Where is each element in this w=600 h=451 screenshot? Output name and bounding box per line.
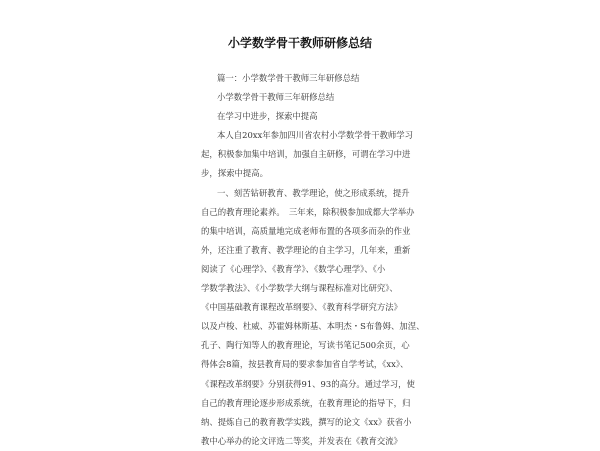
text-line: 以及卢梭、杜威、苏霍姆林斯基、本明杰・S布鲁姆、加涅、 — [201, 321, 425, 332]
text-line: 的集中培训，高质量地完成老师布置的各项多而杂的作业 — [201, 225, 411, 236]
text-line: 阅读了《心理学》、《教育学》、《数学心理学》、《小 — [201, 263, 386, 274]
text-line: 教中心举办的论文评选二等奖，并发表在《教育交流》 — [201, 435, 402, 446]
text-line: 孔子、陶行知等人的教育理论，写读书笔记500余页，心 — [201, 340, 410, 351]
document-body — [201, 69, 425, 451]
text-line: 《中国基础教育课程改革纲要》、《教育科学研究方法》 — [201, 302, 402, 313]
text-line: 自己的教育理论素养。 三年来，除积极参加成都大学举办 — [201, 206, 415, 217]
text-line: 步，探索中提高。 — [201, 168, 268, 179]
text-line: 在学习中进步，探索中提高 — [217, 111, 318, 122]
text-line: 《课程改革纲要》分别获得91、93的高分。通过学习，使 — [201, 378, 415, 389]
text-line: 得体会8篇，按县教育局的要求参加省自学考试，《xx》、 — [201, 359, 409, 370]
text-line: 本人自20xx年参加四川省农村小学数学骨干教师学习 — [217, 130, 413, 141]
text-line: 篇一：小学数学骨干教师三年研修总结 — [217, 73, 360, 83]
document-title: 小学数学骨干教师研修总结 — [227, 36, 372, 50]
text-line: 小学数学骨干教师三年研修总结 — [217, 92, 335, 103]
text-line: 自己的教育理论逐步形成系统，在教育理论的指导下，归 — [201, 397, 411, 408]
text-line: 外，还注重了教育、教学理论的自主学习，几年来，重新 — [201, 244, 411, 255]
text-line: 一、刻苦钻研教育、教学理论，使之形成系统，提升 — [217, 187, 410, 198]
text-line: 起，积极参加集中培训，加强自主研修，可谓在学习中进 — [201, 149, 411, 160]
text-line: 学数学教法》、《小学数学大纲与课程标准对比研究》、 — [201, 283, 398, 294]
text-line: 纳、提炼自己的教育教学实践，撰写的论文《xx》获省小 — [201, 416, 412, 427]
